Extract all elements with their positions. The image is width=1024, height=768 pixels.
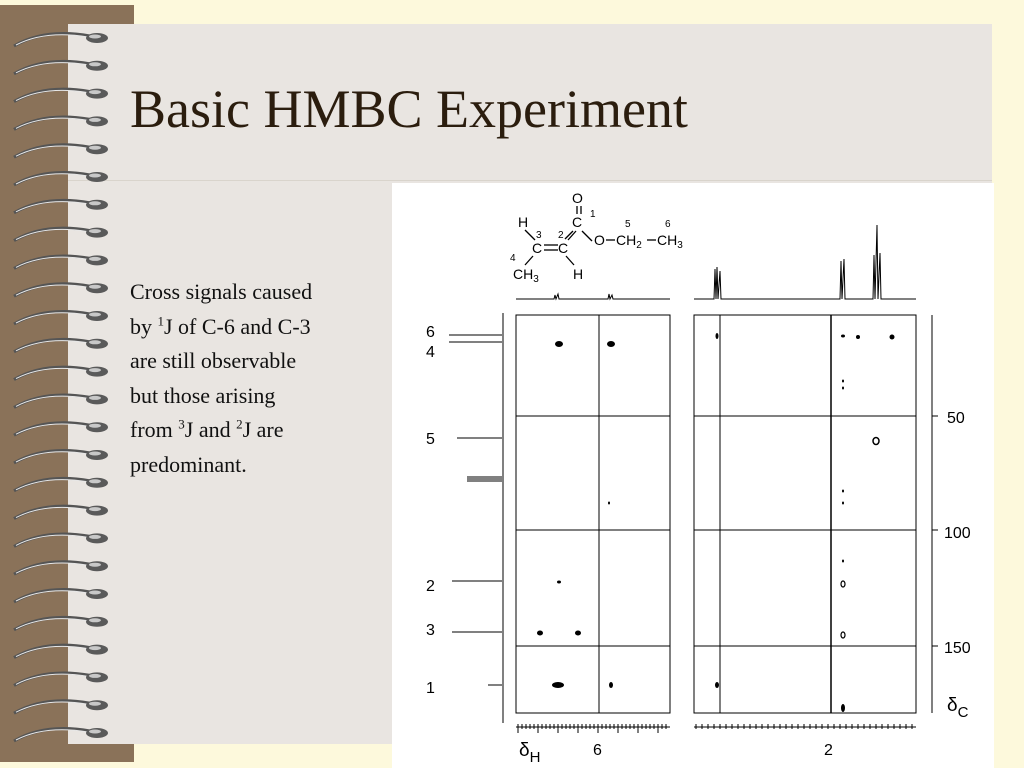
cross-peak — [555, 341, 563, 347]
cross-peak — [842, 380, 844, 383]
binder-ring — [14, 394, 108, 407]
cross-peak — [552, 682, 564, 688]
mol-h-top: H — [518, 214, 529, 230]
cross-peak — [607, 341, 615, 347]
binder-ring — [14, 144, 108, 157]
body-line-2a: by — [130, 313, 158, 339]
cross-peak — [609, 682, 613, 688]
proton-axis-minor-ticks — [518, 724, 912, 733]
cross-peak — [715, 682, 719, 688]
h-axis-label: $\delta_H$ — [519, 740, 541, 766]
cross-peak — [842, 490, 844, 493]
carbon-label-5: 5 — [426, 431, 435, 448]
cross-peak — [841, 704, 845, 712]
binder-ring — [14, 506, 108, 519]
binder-ring — [14, 728, 108, 741]
mol-o-carbonyl: O — [572, 190, 583, 206]
mol-c2: C — [558, 240, 569, 256]
spectrum-panel-left — [516, 315, 670, 713]
binder-ring — [14, 200, 108, 213]
binder-ring — [14, 700, 108, 713]
carbon-label-6: 6 — [426, 324, 435, 341]
mol-ch3-left: $CH_3$ — [513, 266, 539, 285]
cross-peak — [841, 335, 845, 338]
cross-peak — [557, 581, 561, 584]
carbon-label-1: 1 — [426, 680, 435, 697]
mol-ch2: $CH_2$ — [616, 232, 642, 251]
c-tick-50: 50 — [947, 410, 965, 427]
superscript-3: 3 — [178, 416, 185, 432]
body-line-1: Cross signals caused — [130, 279, 313, 304]
h-tick-6: 6 — [593, 742, 602, 759]
proton-axis-labels — [519, 740, 833, 766]
binder-ring — [14, 116, 108, 129]
mol-num-5: 5 — [625, 219, 631, 230]
carbon-projection — [449, 313, 503, 723]
binder-ring — [14, 617, 108, 630]
body-line-4: but those arising — [130, 382, 276, 408]
cross-peaks — [537, 333, 895, 712]
cross-peak — [716, 333, 719, 339]
carbon-labels — [426, 324, 435, 697]
cross-peak — [841, 581, 845, 587]
mol-num-2: 2 — [558, 230, 564, 241]
mol-num-3: 3 — [536, 230, 542, 241]
cross-peak — [890, 335, 895, 340]
binder-ring — [14, 89, 108, 102]
binder-ring — [14, 645, 108, 658]
binder-ring — [14, 255, 108, 268]
spectrum-panel-right — [694, 315, 916, 713]
molecule-structure — [510, 190, 683, 285]
carbon-label-2: 2 — [426, 578, 435, 595]
cross-peak — [842, 387, 844, 390]
binder-ring — [14, 228, 108, 241]
binder-ring — [14, 311, 108, 324]
binder-ring — [14, 172, 108, 185]
binder-ring — [14, 339, 108, 352]
body-paragraph — [130, 275, 380, 482]
body-line-6: predominant. — [130, 451, 247, 477]
binder-ring — [14, 367, 108, 380]
page-title: Basic HMBC Experiment — [130, 79, 688, 139]
c-axis-label: $\delta_C$ — [947, 695, 969, 721]
superscript-1: 1 — [157, 313, 164, 329]
carbon-axis — [932, 315, 938, 713]
cross-peak — [537, 631, 543, 636]
binder-ring — [14, 33, 108, 46]
cross-peak — [842, 502, 844, 505]
binder-ring — [14, 422, 108, 435]
c-tick-100: 100 — [944, 525, 971, 542]
mol-c3: C — [532, 240, 543, 256]
mol-num-4: 4 — [510, 253, 516, 264]
mol-c1: C — [572, 214, 583, 230]
mol-h-bottom: H — [573, 266, 584, 282]
cross-peak — [873, 438, 879, 445]
mol-num-6: 6 — [665, 219, 671, 230]
superscript-2: 2 — [236, 416, 243, 432]
binder-ring — [14, 478, 108, 491]
proton-projection — [516, 225, 916, 299]
binder-ring — [14, 589, 108, 602]
cross-peak — [856, 335, 860, 339]
mol-num-1: 1 — [590, 209, 596, 220]
mol-o-ester: O — [594, 232, 605, 248]
hmbc-spectrum-figure — [392, 183, 994, 768]
carbon-axis-ticks — [944, 410, 971, 721]
cross-peak — [608, 502, 610, 505]
carbon-label-4: 4 — [426, 344, 435, 361]
cross-peak — [575, 631, 581, 636]
binder-ring — [14, 533, 108, 546]
binder-ring — [14, 672, 108, 685]
c-tick-150: 150 — [944, 640, 971, 657]
h-tick-2: 2 — [824, 742, 833, 759]
mol-ch3-right: $CH_3$ — [657, 232, 683, 251]
body-line-3: are still observable — [130, 348, 297, 373]
body-line-5b: J and — [184, 417, 237, 442]
body-line-2b: J of C-6 and C-3 — [164, 313, 311, 339]
binder-ring — [14, 283, 108, 296]
cross-peak — [841, 632, 845, 638]
cross-peak — [842, 560, 844, 563]
carbon-label-3: 3 — [426, 622, 435, 639]
binder-ring — [14, 561, 108, 574]
binder-ring — [14, 450, 108, 463]
spiral-binding — [0, 0, 134, 768]
body-line-5a: from — [130, 417, 179, 442]
body-line-5c: J are — [242, 417, 284, 442]
binder-ring — [14, 61, 108, 74]
